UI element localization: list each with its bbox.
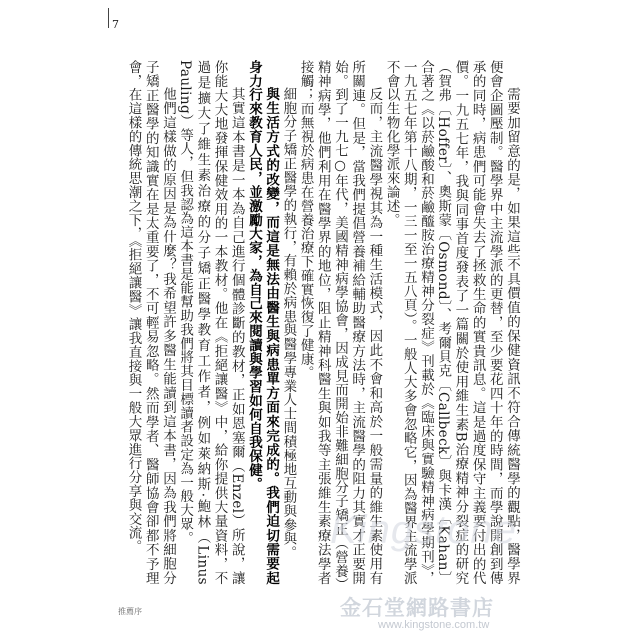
watermark-store-name: 金石堂網路書店	[340, 596, 494, 620]
paragraph-4-bold: 與生活方式的改變，而這是無法由醫生與病患單方面來完成的。我們迫切需要起身力行來教育人民，並激勵大家，為自己來閱讀與學習如何自我保健。	[245, 60, 280, 585]
watermark-url: www.kingstone.com.tw	[378, 619, 490, 631]
paragraph-1: 需要加留意的是，如果這些不具價值的保健資訊不符合傳統醫學的觀點，醫學界便會企圖壓制。醫學界中主流學派的更替，至少要花四十年的時間，而學說開創到傳承的同時，病患們可能會失去了拯救生命的實貴訊息。這是過度保守主義要付出的代價。一九五七年，我與同事首度發表了一篇關於使用維生素B治療精神分裂症的研究（賀弗〔Hoffer〕、奧斯蒙〔Osmond〕、考爾貝克〔Callbeck〕與卡漢〔Kahan〕合著之《以菸鹼酸和菸鹼醯胺治療精神分裂症》刊載於《臨床與實驗精神病學期刊》，一九五七年第十八期，一三一至一五八頁）。一般人大多會忽略它，因為醫界主流學派不會以生物化學派來論述。	[383, 60, 520, 585]
paragraph-3: 細胞分子矯正醫學的執行，有賴於病患與醫學專業人士間積極地互動與參與。	[280, 87, 297, 560]
paragraph-6: 他們這樣做的原因是為什麼？我希望許多醫生能讀到這本書，因為我們將細胞分子矯正醫學的知識實在是太重要了，不可輕易忽略。然而學者、醫師協會卻都不予理會，在這樣的傳統思潮之下，《拒絕讓醫》讓我直接與一般大眾進行分享與交流。	[125, 60, 176, 585]
page-number: 7	[112, 18, 119, 31]
header-rule	[108, 8, 109, 28]
paragraph-2: 反而，主流醫學視其為一種生活模式，因此不會和高於一般需量的維生素使用有所關連。但是，當我們提倡營養補給輔助醫療方法時，主流醫學的阻力其實才正要開始。到了一九七○年代，美國精神病學協會，因成見而開始非難細胞分子矯正（營養）精神病學，他們利用在醫學界的地位，阻止精神科醫生與如我等主張維生素療法學者接觸；而無視於病患在營養治療下確實恢復了健康。	[297, 60, 383, 585]
watermark-logo: Kingstone	[330, 508, 517, 552]
footer-label: 推薦序	[118, 607, 142, 616]
paragraph-5: 其實這本書是一本為自己進行個體診斷的教材，正如恩塞爾（Enzel）所說，讓你能大大地發揮保健效用的一本教材。他在《拒絕讓醫》中，給你提供大量資料，不過是擴大了維生素治療的分子矯正醫學教育工作者，例如萊納斯·鮑林（Linus Pauling）等人，但我認為這本書是能幫助我們將其目標讀者設定為一般大眾。	[177, 60, 245, 585]
body-text	[120, 60, 520, 585]
